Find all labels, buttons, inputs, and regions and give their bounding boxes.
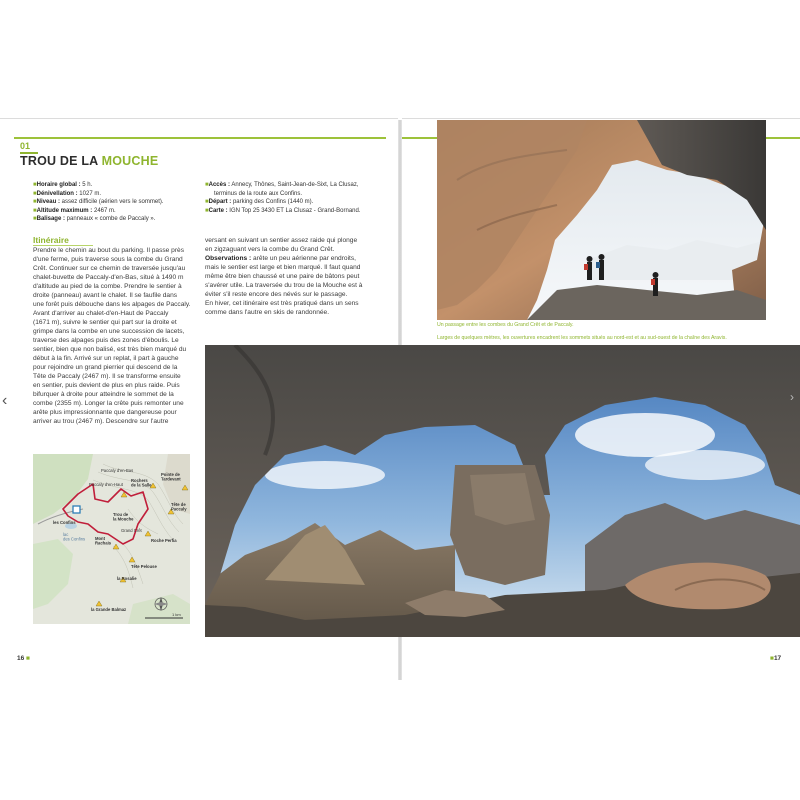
map-label-tete-paccaly: Tête de Paccaly [171, 502, 187, 512]
fact-row [33, 190, 164, 199]
photo-caption-top: Un passage entre les combes du Grand Crêt et de Paccaly. [437, 322, 574, 328]
photo-rock-arch-hikers [437, 120, 766, 320]
map-label-rosalie: la Rosalie [117, 576, 137, 581]
fact-label: Balisage : [36, 216, 65, 223]
map-label-paccaly-bas: Paccaly d'en-Bas [101, 468, 134, 473]
fact-label: Horaire global : [36, 182, 81, 188]
fact-row [33, 207, 164, 216]
facts-right [205, 181, 361, 215]
fact-value: Annecy, Thônes, Saint-Jean-de-Sixt, La Clusaz, [229, 182, 359, 188]
photo-arch-panorama [205, 345, 800, 637]
fact-value: 5 h. [80, 182, 93, 188]
map-scale-label: 1 km [172, 612, 181, 617]
fact-value: 1027 m. [77, 190, 101, 197]
page-number-right-value: 17 [773, 655, 782, 662]
prev-page-arrow-icon[interactable]: ‹ [2, 392, 8, 409]
bullet-icon: ■ [33, 216, 37, 223]
bullet-icon: ■ [205, 182, 209, 188]
page-number-left [17, 655, 30, 662]
facts-left [33, 181, 164, 224]
fact-value: IGN Top 25 3430 ET La Clusaz - Grand-Bornand. [227, 207, 361, 214]
itinerary-col2-intro: versant en suivant un sentier assez raide qui plonge en zigzaguant vers la combe du Grand Crêt. [205, 237, 358, 253]
fact-row [33, 198, 164, 207]
fact-row [33, 181, 164, 190]
chapter-title-prefix: TROU DE LA [20, 154, 102, 168]
next-page-arrow-icon[interactable]: › [790, 390, 794, 404]
fact-label: Carte : [208, 207, 228, 214]
header-rule-right-a [402, 137, 438, 139]
fact-label: Altitude maximum : [36, 207, 93, 214]
photo-caption-bottom: Larges de quelques mètres, les ouvertures encadrent les sommets situés au nord-est et au sud-ouest de la chaîne des Aravis. [437, 335, 727, 341]
fact-value: parking des Confins (1440 m). [231, 199, 314, 206]
header-rule-right-b [766, 137, 800, 139]
map-label-grand-cret: Grand Crêt [121, 528, 142, 533]
bullet-icon: ■ [33, 207, 37, 214]
observations-text: arête un peu aérienne par endroits, mais le sentier est large et bien marqué. Il faut quand même être bien chaussé et une paire de bâtons peut s'avérer utile. La traversée du trou de la Mouche est à éviter s'il reste encore des névés sur le passage. En hiver, cet itinéraire est très pratiqué dans un sens comme dans l'autre en skis de randonnée. [205, 255, 363, 316]
fact-value: assez difficile (aérien vers le sommet). [59, 199, 164, 206]
map-label-rochers: Rochers de la Salle [131, 478, 152, 488]
fact-row [205, 181, 361, 190]
itinerary-text-col2 [205, 236, 367, 317]
map-label-confins: les Confins [53, 520, 76, 525]
route-map [33, 454, 190, 624]
fact-value: panneaux « combe de Paccaly ». [64, 216, 156, 223]
bullet-icon: ■ [33, 182, 37, 188]
page-number-dot-icon: ■ [770, 655, 774, 662]
bullet-icon: ■ [205, 207, 209, 214]
fact-value: 2467 m. [92, 207, 116, 214]
bullet-icon: ■ [33, 190, 37, 197]
map-label-grande-balmaz: la Grande Balmaz [91, 607, 127, 612]
fact-label: Niveau : [36, 199, 60, 206]
chapter-title [20, 154, 158, 168]
fact-row [205, 207, 361, 216]
itinerary-heading: Itinéraire [33, 235, 69, 245]
fact-row [205, 198, 361, 207]
page-edge-right [402, 118, 800, 119]
fact-label: Accès : [208, 182, 230, 188]
fact-label: Dénivellation : [36, 190, 78, 197]
map-label-trou: Trou de la Mouche [113, 512, 134, 522]
observations-label: Observations : [205, 255, 252, 262]
fact-label: Départ : [208, 199, 232, 206]
map-label-paccaly-haut: Paccaly d'en-Haut [89, 482, 123, 487]
page-number-right [770, 655, 781, 662]
map-label-lac: lac des Confins [63, 532, 86, 542]
page-number-dot-icon: ■ [26, 655, 30, 662]
map-label-roche-perfia: Roche Perfia [151, 538, 177, 543]
map-label-tete-pelouse: Tête Pelouse [131, 564, 157, 569]
fact-row-continuation: terminus de la route aux Confins. [214, 190, 303, 197]
bullet-icon: ■ [33, 199, 37, 206]
itinerary-text-col1: Prendre le chemin au bout du parking. Il passe près d'une ferme, puis traverse sous la combe du Grand Crêt. Continuer sur ce chemin de traversée jusqu'au chalet-buvette de Paccaly-d'en-Bas, situé à 1490 m d'altitude au pied de la combe. Prendre le sentier à droite (panneau) avant le chalet. Il se faufile dans une forêt puis débouche dans les alpages de Paccaly. Avant d'arriver au chalet-d'en-Haut de Paccaly (1671 m), suivre le sentier qui part sur la droite et grimpe dans la combe en une succession de lacets, traverse des alpages puis des zones d'éboulis. Le sentier, bien que non balisé, est très bien marqué du début à la fin. Arrivé sur un replat, il part à gauche pour rejoindre un grand pierrier qui descend de la Tête de Paccaly (2467 m). Il se transforme ensuite en sentier, puis devient de plus en plus raide. Puis bifurquer à droite pour atteindre le sommet de la combe (2355 m). Longer la crête puis remonter une arête plus impressionnante que dangereuse pour arriver au trou (2467 m). Descendre sur l'autre [33, 247, 191, 425]
page-number-left-value: 16 [17, 655, 25, 662]
chapter-title-highlight: MOUCHE [101, 154, 159, 168]
map-label-tardevant: Pointe de Tardevant [161, 472, 181, 482]
fact-row [33, 215, 164, 224]
page-edge-left [0, 118, 398, 119]
header-rule-left [14, 137, 386, 139]
bullet-icon: ■ [205, 199, 209, 206]
map-label-mont-rachais: Mont Rachais [95, 536, 112, 546]
chapter-number: 01 [20, 141, 31, 151]
